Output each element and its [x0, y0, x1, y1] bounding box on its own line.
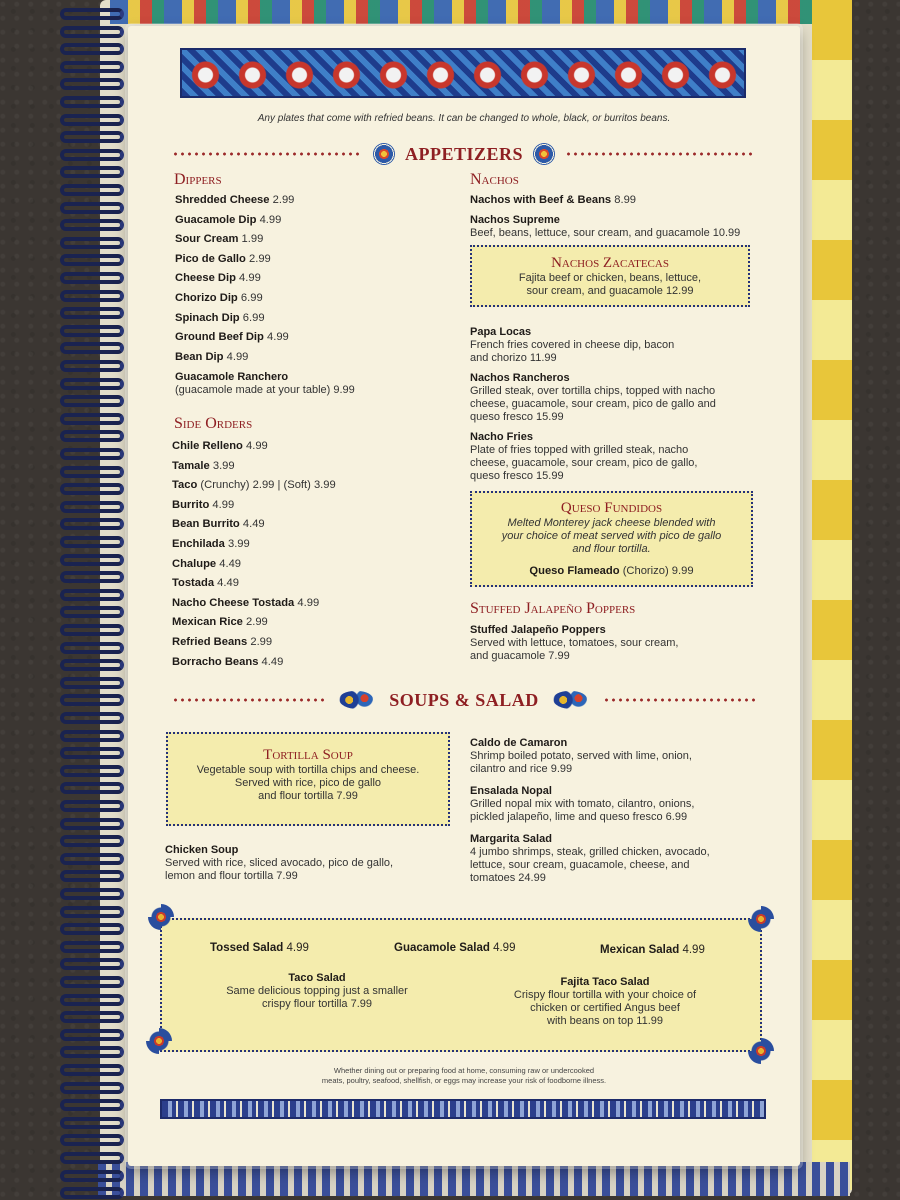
spiral-coil: [60, 1170, 124, 1182]
spiral-coil: [60, 1011, 124, 1023]
spiral-coil: [60, 941, 124, 953]
side-orders-list: [172, 437, 336, 672]
scroll-ornament-icon: [335, 687, 379, 713]
spiral-coil: [60, 1082, 124, 1094]
spiral-coil: [60, 219, 124, 231]
spiral-coil: [60, 677, 124, 689]
menu-item: Chalupe 4.49: [172, 557, 242, 570]
menu-item: Ground Beef Dip 4.99: [175, 331, 289, 344]
spiral-coil: [60, 958, 124, 970]
spiral-coil: [60, 624, 124, 636]
spiral-coil: [60, 518, 124, 530]
spiral-coil: [60, 254, 124, 266]
spiral-coil: [60, 272, 124, 284]
spiral-coil: [60, 483, 124, 495]
corner-ornament-icon: [148, 904, 174, 930]
tortilla-soup-box: Tortilla Soup Vegetable soup with tortilla chips and cheese. Served with rice, pico de gallo and flour tortilla 7.99: [166, 732, 450, 826]
nachos-heading: Nachos: [470, 171, 519, 188]
mexican-salad: Mexican Salad 4.99: [600, 944, 705, 956]
spiral-coil: [60, 994, 124, 1006]
poppers-heading: Stuffed Jalapeño Poppers: [470, 600, 636, 617]
spiral-coil: [60, 800, 124, 812]
spiral-coil: [60, 184, 124, 196]
spiral-coil: [60, 888, 124, 900]
nachos-zacatecas-box: Nachos Zacatecas Fajita beef or chicken, beans, lettuce, sour cream, and guacamole 12.99: [470, 245, 750, 307]
nacho-fries: Nacho Fries Plate of fries topped with grilled steak, nacho cheese, guacamole, sour cream, pico de gallo, queso fresco 15.99: [470, 431, 698, 482]
spiral-coil: [60, 536, 124, 548]
menu-item: Tamale 3.99: [172, 459, 235, 472]
dippers-heading: Dippers: [174, 171, 222, 188]
nachos-beef-beans: Nachos with Beef & Beans 8.99: [470, 194, 637, 206]
chicken-soup: Chicken Soup Served with rice, sliced avocado, pico de gallo, lemon and flour tortilla 7.99: [165, 844, 394, 882]
beans-note: Any plates that come with refried beans. It can be changed to whole, black, or burritos beans.: [257, 113, 671, 124]
spiral-coil: [60, 870, 124, 882]
spiral-coil: [60, 765, 124, 777]
spiral-coil: [60, 782, 124, 794]
menu-item: Borracho Beans 4.49: [172, 655, 284, 668]
spiral-coil: [60, 413, 124, 425]
dotted-rule: [603, 697, 756, 703]
menu-item: Spinach Dip 6.99: [175, 311, 265, 324]
taco-salad: Taco Salad Same delicious topping just a smaller crispy flour tortilla 7.99: [226, 972, 408, 1010]
menu-item: Bean Dip 4.99: [175, 350, 249, 363]
menu-page: [128, 26, 800, 1166]
spiral-coil: [60, 501, 124, 513]
spiral-coil: [60, 131, 124, 143]
spiral-coil: [60, 906, 124, 918]
talavera-tile-banner: [180, 48, 746, 98]
spiral-coil: [60, 114, 124, 126]
spiral-coil: [60, 290, 124, 302]
menu-item: Chile Relleno 4.99: [172, 440, 268, 452]
spiral-coil: [60, 1029, 124, 1041]
soups-salad-header: [172, 686, 756, 714]
tile-border-bottom: [160, 1099, 766, 1119]
spiral-coil: [60, 853, 124, 865]
appetizers-title: APPETIZERS: [404, 143, 524, 164]
spiral-coil: [60, 430, 124, 442]
spiral-coil: [60, 642, 124, 654]
jalapeno-poppers: Stuffed Jalapeño Poppers Served with lettuce, tomatoes, sour cream, and guacamole 7.99: [470, 624, 679, 662]
menu-item: Burrito 4.99: [172, 498, 235, 511]
spiral-coil: [60, 1134, 124, 1146]
spiral-coil: [60, 360, 124, 372]
corner-ornament-icon: [146, 1028, 172, 1054]
menu-item: Chorizo Dip 6.99: [175, 291, 263, 304]
spiral-coil: [60, 149, 124, 161]
nachos-rancheros: Nachos Rancheros Grilled steak, over tortilla chips, topped with nacho cheese, guacamole, sour cream, pico de gallo and queso fresco 15.99: [470, 372, 716, 423]
spiral-coil: [60, 43, 124, 55]
spiral-coil: [60, 571, 124, 583]
spiral-binding: [48, 0, 132, 1200]
spiral-coil: [60, 1046, 124, 1058]
caldo-de-camaron: Caldo de Camaron Shrimp boiled potato, served with lime, onion, cilantro and rice 9.99: [470, 737, 692, 775]
flower-icon: [533, 143, 555, 165]
spiral-coil: [60, 466, 124, 478]
cover-tile-border-right: [812, 0, 852, 1190]
menu-item: Pico de Gallo 2.99: [175, 252, 271, 265]
cover-tile-border-bottom: [98, 1162, 850, 1196]
corner-ornament-icon: [748, 906, 774, 932]
queso-flameado: Queso Flameado (Chorizo) 9.99: [529, 565, 694, 577]
fajita-taco-salad: Fajita Taco Salad Crispy flour tortilla with your choice of chicken or certified Angus beef with beans on top 11.99: [513, 976, 697, 1027]
papa-locas: Papa Locas French fries covered in cheese dip, bacon and chorizo 11.99: [470, 326, 675, 364]
dotted-rule: [172, 697, 325, 703]
spiral-coil: [60, 395, 124, 407]
soups-salad-title: SOUPS & SALAD: [389, 689, 539, 710]
spiral-coil: [60, 589, 124, 601]
spiral-coil: [60, 378, 124, 390]
spiral-coil: [60, 325, 124, 337]
spiral-coil: [60, 61, 124, 73]
corner-ornament-icon: [748, 1038, 774, 1064]
menu-item: Mexican Rice 2.99: [172, 616, 268, 629]
cover-tile-border-top: [110, 0, 830, 24]
spiral-coil: [60, 712, 124, 724]
spiral-coil: [60, 835, 124, 847]
spiral-coil: [60, 747, 124, 759]
spiral-coil: [60, 8, 124, 20]
food-safety-disclaimer: Whether dining out or preparing food at home, consuming raw or undercooked meats, poultry, seafood, shellfish, or eggs may increase your risk of foodborne illness.: [321, 1066, 607, 1085]
menu-item: Taco (Crunchy) 2.99 | (Soft) 3.99: [172, 479, 336, 492]
spiral-coil: [60, 730, 124, 742]
spiral-coil: [60, 1152, 124, 1164]
nachos-supreme: Nachos Supreme Beef, beans, lettuce, sour cream, and guacamole 10.99: [470, 214, 741, 239]
spiral-coil: [60, 26, 124, 38]
spiral-coil: [60, 554, 124, 566]
spiral-coil: [60, 202, 124, 214]
menu-item: Guacamole Dip 4.99: [175, 213, 282, 226]
spiral-coil: [60, 1099, 124, 1111]
appetizers-header: [172, 140, 756, 168]
scroll-ornament-icon: [549, 687, 593, 713]
dotted-rule: [565, 151, 756, 157]
spiral-coil: [60, 342, 124, 354]
menu-item: Sour Cream 1.99: [175, 233, 264, 246]
menu-item: Shredded Cheese 2.99: [175, 194, 295, 206]
flower-icon: [373, 143, 395, 165]
guacamole-salad: Guacamole Salad 4.99: [394, 942, 516, 954]
spiral-coil: [60, 166, 124, 178]
ensalada-nopal: Ensalada Nopal Grilled nopal mix with tomato, cilantro, onions, pickled jalapeño, lime and queso fresco 6.99: [470, 785, 695, 823]
dotted-rule: [172, 151, 363, 157]
spiral-coil: [60, 606, 124, 618]
spiral-coil: [60, 448, 124, 460]
menu-item: Cheese Dip 4.99: [175, 272, 261, 285]
tossed-salad: Tossed Salad 4.99: [210, 942, 309, 954]
spiral-coil: [60, 694, 124, 706]
spiral-coil: [60, 1064, 124, 1076]
menu-item: Refried Beans 2.99: [172, 635, 273, 648]
spiral-coil: [60, 923, 124, 935]
spiral-coil: [60, 78, 124, 90]
queso-fundidos-box: Queso Fundidos Melted Monterey jack cheese blended with your choice of meat served with pico de gallo and flour tortilla. Queso Flameado (Chorizo) 9.99: [470, 491, 753, 587]
spiral-coil: [60, 1187, 124, 1199]
spiral-coil: [60, 818, 124, 830]
spiral-coil: [60, 659, 124, 671]
spiral-coil: [60, 237, 124, 249]
dippers-list: [175, 191, 294, 367]
spiral-coil: [60, 976, 124, 988]
spiral-coil: [60, 1117, 124, 1129]
side-orders-heading: Side Orders: [174, 415, 253, 432]
menu-item: Enchilada 3.99: [172, 537, 250, 550]
spiral-coil: [60, 96, 124, 108]
guacamole-ranchero: Guacamole Ranchero (guacamole made at your table) 9.99: [175, 371, 355, 396]
margarita-salad: Margarita Salad 4 jumbo shrimps, steak, grilled chicken, avocado, lettuce, sour cream, guacamole, cheese, and tomatoes 24.99: [470, 833, 710, 884]
menu-item: Bean Burrito 4.49: [172, 518, 265, 531]
spiral-coil: [60, 307, 124, 319]
menu-item: Tostada 4.49: [172, 577, 239, 590]
salads-box: [160, 918, 762, 1052]
menu-item: Nacho Cheese Tostada 4.99: [172, 596, 320, 609]
